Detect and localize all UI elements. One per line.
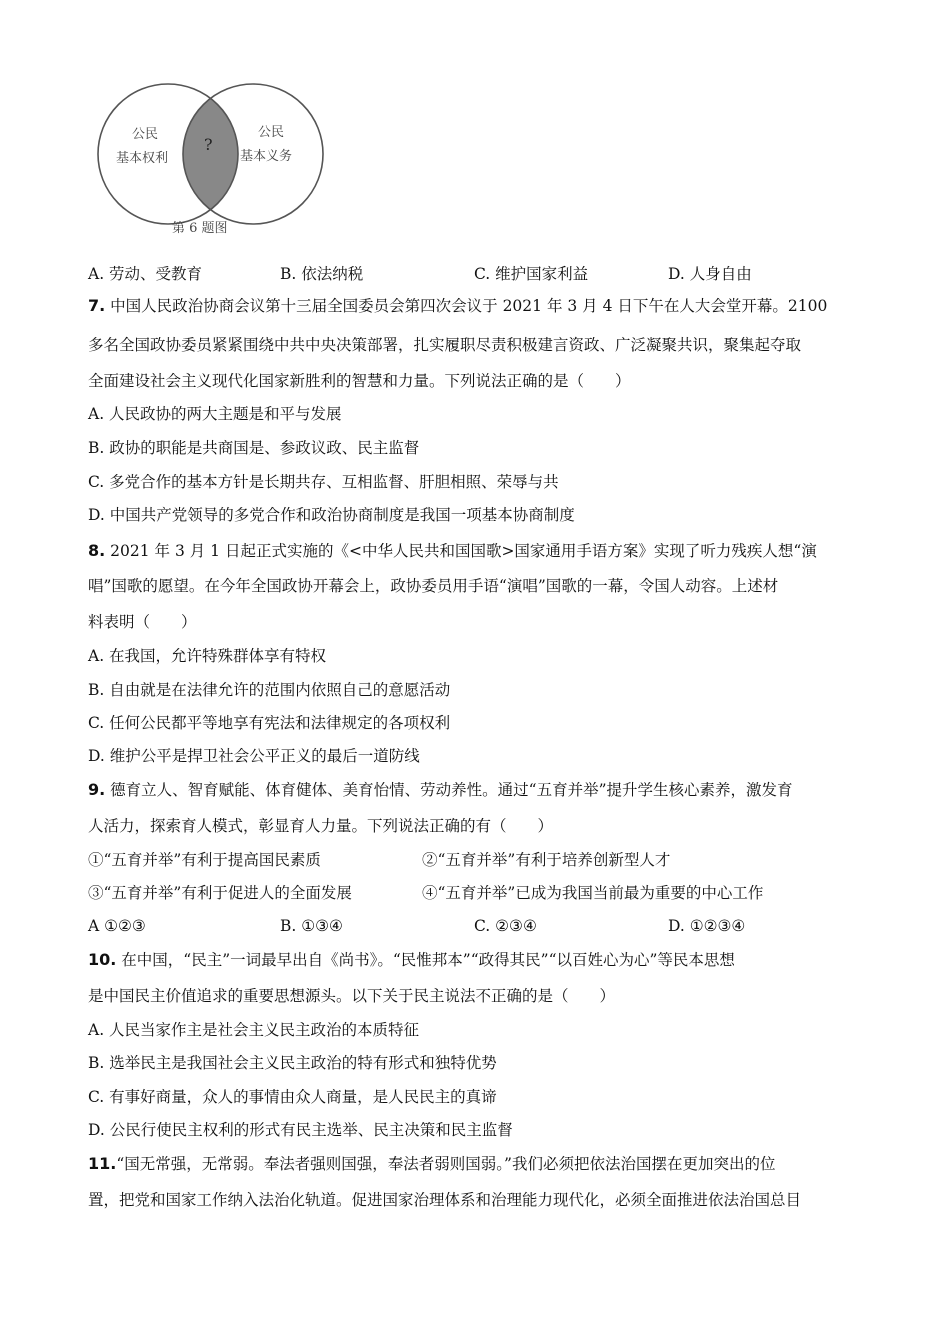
q7-option-c: C. 多党合作的基本方针是长期共存、互相监督、肝胆相照、荣辱与共 [88, 473, 559, 491]
q8-stem-line-2: 唱”国歌的愿望。在今年全国政协开幕会上，政协委员用手语“演唱”国歌的一幕，令国人动容。上述材 [88, 577, 779, 595]
q7-stem-line-1 [88, 296, 827, 316]
venn-diagram-figure [88, 82, 338, 242]
q10-stem-line-2: 是中国民主价值追求的重要思想源头。以下关于民主说法不正确的是（ ） [88, 987, 616, 1005]
q10-text-1: 在中国，“民主”一词最早出自《尚书》。“民惟邦本”“政得其民”“以百姓心为心”等民本思想 [116, 951, 735, 969]
q8-number: 8. [88, 541, 106, 560]
q11-stem-line-1 [88, 1154, 775, 1174]
q10-option-d: D. 公民行使民主权利的形式有民主选举、民主决策和民主监督 [88, 1121, 513, 1139]
left-label-1: 公民 [132, 127, 159, 142]
q8-option-c: C. 任何公民都平等地享有宪法和法律规定的各项权利 [88, 714, 451, 732]
q7-option-a: A. 人民政协的两大主题是和平与发展 [88, 405, 342, 423]
q11-text-1: “国无常强，无常弱。奉法者强则国强，奉法者弱则国弱。”我们必须把依法治国摆在更加突出的位 [116, 1155, 776, 1173]
q10-stem-line-1 [88, 950, 735, 970]
q9-statement-2: ②“五育并举”有利于培养创新型人才 [422, 851, 671, 869]
q7-stem-line-2: 多名全国政协委员紧紧围绕中共中央决策部署，扎实履职尽责积极建言资政、广泛凝聚共识，聚集起夺取 [88, 336, 802, 354]
q11-stem-line-2: 置，把党和国家工作纳入法治化轨道。促进国家治理体系和治理能力现代化，必须全面推进依法治国总目 [88, 1191, 802, 1209]
q8-option-a: A. 在我国，允许特殊群体享有特权 [88, 647, 327, 665]
q10-option-a: A. 人民当家作主是社会主义民主政治的本质特征 [88, 1021, 420, 1039]
q9-option-d: D. ①②③④ [668, 917, 746, 935]
q9-option-b: B. ①③④ [280, 917, 343, 935]
q7-text-1: 中国人民政治协商会议第十三届全国委员会第四次会议于 2021 年 3 月 4 日下午在人大会堂开幕。2100 [105, 297, 828, 315]
venn-diagram [88, 82, 338, 242]
left-label-2: 基本权利 [116, 151, 169, 166]
right-label-1: 公民 [258, 125, 285, 140]
q9-stem-line-2: 人活力，探索育人模式，彰显育人力量。下列说法正确的有（ ） [88, 817, 554, 835]
q8-stem-line-3: 料表明（ ） [88, 613, 197, 631]
q9-statement-1: ①“五育并举”有利于提高国民素质 [88, 851, 321, 869]
q9-statement-4: ④“五育并举”已成为我国当前最为重要的中心工作 [422, 884, 764, 902]
q7-option-b: B. 政协的职能是共商国是、参政议政、民主监督 [88, 439, 420, 457]
q9-number: 9. [88, 780, 106, 799]
q7-number: 7. [88, 296, 106, 315]
q6-option-a: A. 劳动、受教育 [88, 265, 203, 283]
q6-option-b: B. 依法纳税 [280, 265, 364, 283]
q7-stem-line-3: 全面建设社会主义现代化国家新胜利的智慧和力量。下列说法正确的是（ ） [88, 372, 631, 390]
q7-option-d: D. 中国共产党领导的多党合作和政治协商制度是我国一项基本协商制度 [88, 506, 575, 524]
q8-stem-line-1 [88, 541, 817, 561]
q10-number: 10. [88, 950, 117, 969]
q8-option-d: D. 维护公平是捍卫社会公平正义的最后一道防线 [88, 747, 420, 765]
q9-option-a: A ①②③ [88, 917, 146, 935]
center-question-mark: ? [204, 135, 213, 154]
q6-option-d: D. 人身自由 [668, 265, 752, 283]
right-label-2: 基本义务 [240, 149, 293, 164]
q10-option-b: B. 选举民主是我国社会主义民主政治的特有形式和独特优势 [88, 1054, 497, 1072]
figure-caption: 第 6 题图 [172, 221, 228, 236]
q9-stem-line-1 [88, 780, 793, 800]
q8-text-1: 2021 年 3 月 1 日起正式实施的《<中华人民共和国国歌>国家通用手语方案》实现了听力残疾人想“演 [105, 542, 817, 560]
q8-option-b: B. 自由就是在法律允许的范围内依照自己的意愿活动 [88, 681, 451, 699]
q9-text-1: 德育立人、智育赋能、体育健体、美育怡情、劳动养性。通过“五育并举”提升学生核心素养，激发育 [105, 781, 793, 799]
q9-statement-3: ③“五育并举”有利于促进人的全面发展 [88, 884, 352, 902]
q6-option-c: C. 维护国家利益 [474, 265, 589, 283]
q9-option-c: C. ②③④ [474, 917, 537, 935]
q11-number: 11. [88, 1154, 117, 1173]
q10-option-c: C. 有事好商量，众人的事情由众人商量，是人民民主的真谛 [88, 1088, 497, 1106]
